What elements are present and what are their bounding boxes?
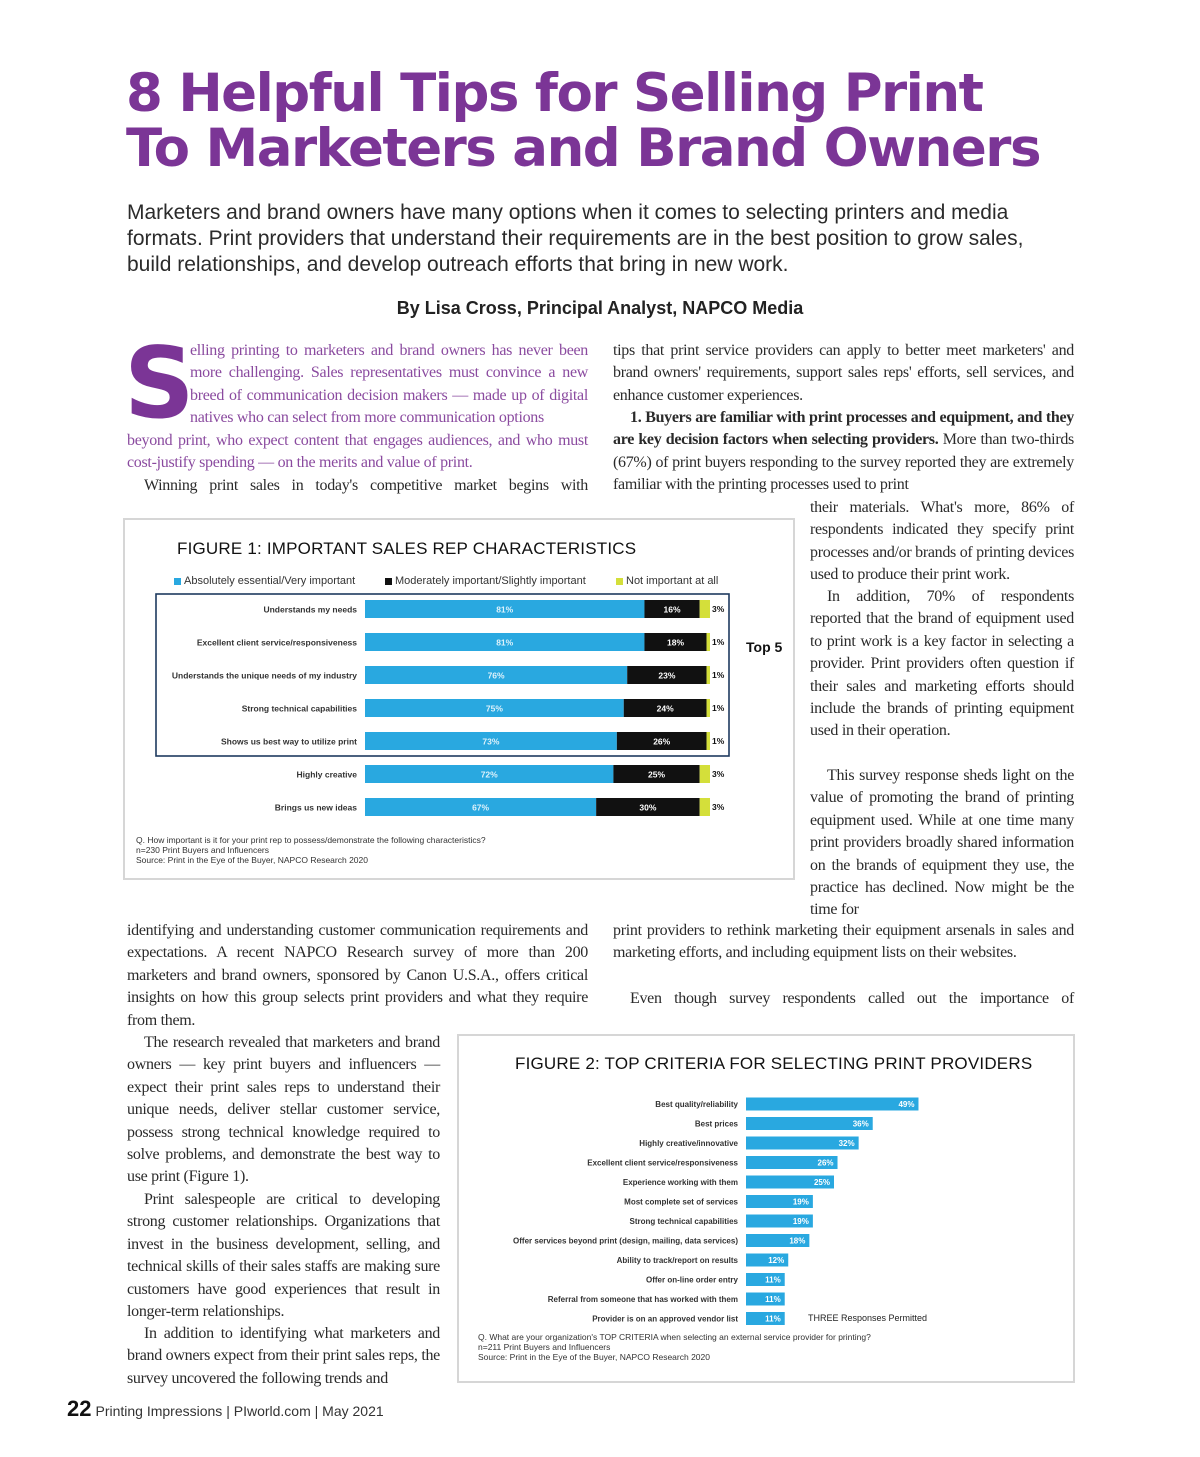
figure-2-title: FIGURE 2: TOP CRITERIA FOR SELECTING PRINT PROVIDERS [515, 1054, 1033, 1073]
bar-value-label: 26% [817, 1158, 834, 1168]
bar-value-label: 24% [656, 703, 674, 714]
bar-value-label: 73% [482, 736, 500, 747]
category-label: Provider is on an approved vendor list [592, 1314, 738, 1324]
paragraph-even-though: Even though survey respondents called out the importance of [630, 990, 1074, 1007]
category-label: Excellent client service/responsiveness [587, 1158, 738, 1168]
category-label: Ability to track/report on results [616, 1256, 738, 1265]
figure-2-note: THREE Responses Permitted [808, 1313, 928, 1323]
figure-2-question: Q. What are your organization's TOP CRITERIA when selecting an external service provider for printing? [478, 1332, 871, 1342]
bar-value-label: 11% [765, 1314, 781, 1324]
bar-value-label: 16% [663, 604, 681, 615]
category-label: Understands the unique needs of my industry [171, 670, 357, 681]
bar-value-label: 11% [765, 1295, 781, 1304]
category-label: Best prices [694, 1119, 738, 1129]
top-5-label: Top 5 [746, 639, 783, 655]
figure-2-chart [459, 1036, 1073, 1381]
category-label: Referral from someone that has worked with them [547, 1295, 738, 1304]
paragraph-in-addition: In addition to identifying what marketers and brand owners expect from their print sales reps, the survey uncovered the following trends and [127, 1325, 440, 1387]
bar-value-label: 81% [496, 604, 514, 615]
bar-segment [700, 798, 710, 816]
bar-value-label: 30% [639, 802, 657, 813]
bar-value-label: 1% [712, 637, 725, 647]
category-label: Most complete set of services [624, 1197, 738, 1207]
category-label: Experience working with them [622, 1178, 738, 1187]
figure-1-chart [125, 520, 793, 878]
bar-value-label: 19% [792, 1217, 809, 1226]
bar-segment [707, 699, 710, 717]
bar-value-label: 1% [712, 703, 725, 713]
byline: By Lisa Cross, Principal Analyst, NAPCO Media [396, 298, 804, 318]
figure-1-sample: n=230 Print Buyers and Influencers [136, 845, 270, 855]
bar-value-label: 32% [838, 1139, 855, 1148]
paragraph-identifying: identifying and understanding customer communication requirements and expectations. A recent NAPCO Research survey of more than 200 marketers and brand owners, sponsored by Canon U.S.A., offers critical insights on how this group selects print providers and what they require from them. [127, 922, 588, 1029]
paragraph-winning: Winning print sales in today's competitive market begins with [144, 477, 588, 494]
bar-value-label: 3% [712, 769, 725, 779]
bar-value-label: 12% [768, 1256, 785, 1265]
bar-value-label: 11% [765, 1275, 781, 1285]
bar-value-label: 76% [487, 670, 505, 681]
bar-value-label: 18% [666, 637, 685, 648]
bar-value-label: 23% [658, 670, 676, 681]
category-label: Brings us new ideas [274, 802, 357, 813]
category-label: Offer services beyond print (design, mailing, data services) [513, 1236, 738, 1246]
article-title [126, 63, 1126, 179]
page-number: 22 [67, 1396, 92, 1421]
paragraph-rethink: print providers to rethink marketing their equipment arsenals in sales and marketing efforts, and including equipment lists on their websites. [613, 922, 1074, 962]
legend-label-3: Not important at all [626, 575, 719, 587]
bar-segment [707, 633, 710, 651]
bar-segment [700, 765, 710, 783]
paragraph-tips: tips that print service providers can apply to better meet marketers' and brand owners' requirements, support sales reps' efforts, sell services, and enhance customer experiences. [613, 342, 1074, 404]
bar-value-label: 26% [653, 736, 671, 747]
figure-1-citation: Source: Print in the Eye of the Buyer, NAPCO Research 2020 [136, 855, 368, 865]
tip-1-body: More than two-thirds (67%) of print buyers responding to the survey reported they are extremely familiar with the printing processes used to print [613, 431, 1074, 494]
paragraph-narrow-2: In addition, 70% of respondents reported that the brand of equipment used to print work is a key factor in selecting a provider. Print providers often question if their sales and marketing efforts should include the brands of printing equipment used in their operation. [810, 588, 1074, 740]
category-label: Highly creative [296, 769, 357, 780]
bar-value-label: 67% [472, 802, 490, 813]
bar-value-label: 3% [712, 604, 725, 614]
category-label: Offer on-line order entry [645, 1275, 738, 1285]
drop-cap: S [124, 327, 195, 441]
figure-1-question: Q. How important is it for your print rep to possess/demonstrate the following characteristics? [136, 835, 486, 845]
paragraph-narrow-1: their materials. What's more, 86% of respondents indicated they specify print processes and/or brands of printing devices used to produce their print work. [810, 499, 1074, 584]
bar-value-label: 18% [789, 1236, 806, 1246]
intro-paragraph-b: beyond print, who expect content that engages audiences, and who must cost-justify spending — on the merits and value of print. [127, 432, 588, 472]
legend-label-1: Absolutely essential/Very important [184, 575, 356, 587]
figure-1-title: FIGURE 1: IMPORTANT SALES REP CHARACTERISTICS [177, 539, 637, 558]
paragraph-salespeople: Print salespeople are critical to developing strong customer relationships. Organizations that invest in the business development, selling, and technical skills of their sales staffs are making sure customers have good experiences that result in longer-term relationships. [127, 1191, 440, 1321]
figure-2-source [478, 1332, 871, 1362]
page-footer [67, 1396, 384, 1422]
bar-value-label: 1% [712, 670, 725, 680]
article-deck: Marketers and brand owners have many options when it comes to selecting printers and media formats. Print providers that understand their requirements are in the best position to grow sales, build relationships, and develop outreach efforts that bring in new work. [127, 201, 1024, 276]
title-line-1: 8 Helpful Tips for Selling Print [126, 63, 983, 124]
paragraph-narrow-3: This survey response sheds light on the value of promoting the brand of printing equipment used. While at one time many print providers broadly shared information on the brands of equipment they use, the practice has declined. Now might be the time for [810, 767, 1074, 919]
bar-value-label: 1% [712, 736, 725, 746]
figure-1 [123, 518, 795, 880]
tip-1-heading: 1. Buyers are familiar with print processes and equipment, and they are key decision factors when selecting providers. [613, 409, 1074, 449]
bar-value-label: 36% [852, 1119, 869, 1129]
figure-1-source [136, 835, 486, 865]
category-label: Strong technical capabilities [241, 703, 357, 714]
category-label: Best quality/reliability [655, 1100, 738, 1109]
legend-label-2: Moderately important/Slightly important [395, 575, 586, 587]
figure-2-citation: Source: Print in the Eye of the Buyer, NAPCO Research 2020 [478, 1352, 710, 1362]
bar-value-label: 19% [792, 1197, 809, 1207]
title-line-2: To Marketers and Brand Owners [126, 118, 1040, 179]
bar-value-label: 25% [648, 769, 666, 780]
category-label: Shows us best way to utilize print [220, 736, 357, 747]
bar-value-label: 81% [496, 637, 514, 648]
bar-value-label: 75% [485, 703, 503, 714]
intro-paragraph-a: elling printing to marketers and brand owners has never been more challenging. Sales representatives must convince a new breed of communication decision makers — made up of digital natives who can select from more communication options [190, 342, 588, 427]
category-label: Highly creative/innovative [639, 1139, 738, 1148]
bar-value-label: 72% [480, 769, 498, 780]
figure-2-sample: n=211 Print Buyers and Influencers [478, 1342, 611, 1352]
bar-value-label: 25% [813, 1178, 830, 1187]
category-label: Understands my needs [263, 604, 357, 615]
bar-segment [707, 666, 710, 684]
bar [746, 1098, 918, 1111]
bar-segment [700, 600, 710, 618]
bar-value-label: 49% [898, 1100, 915, 1109]
paragraph-tip-1 [613, 407, 1074, 497]
bar-segment [707, 732, 710, 750]
footer-text: Printing Impressions | PIworld.com | May 2021 [95, 1403, 384, 1419]
category-label: Strong technical capabilities [629, 1217, 738, 1226]
category-label: Excellent client service/responsiveness [196, 637, 357, 648]
paragraph-research: The research revealed that marketers and brand owners — key print buyers and influencers — expect their print sales reps to understand their unique needs, deliver stellar customer service, possess strong technical knowledge required to solve problems, and demonstrate the best way to use print (Figure 1). [127, 1034, 440, 1186]
bar-value-label: 3% [712, 802, 725, 812]
figure-2 [457, 1034, 1075, 1383]
